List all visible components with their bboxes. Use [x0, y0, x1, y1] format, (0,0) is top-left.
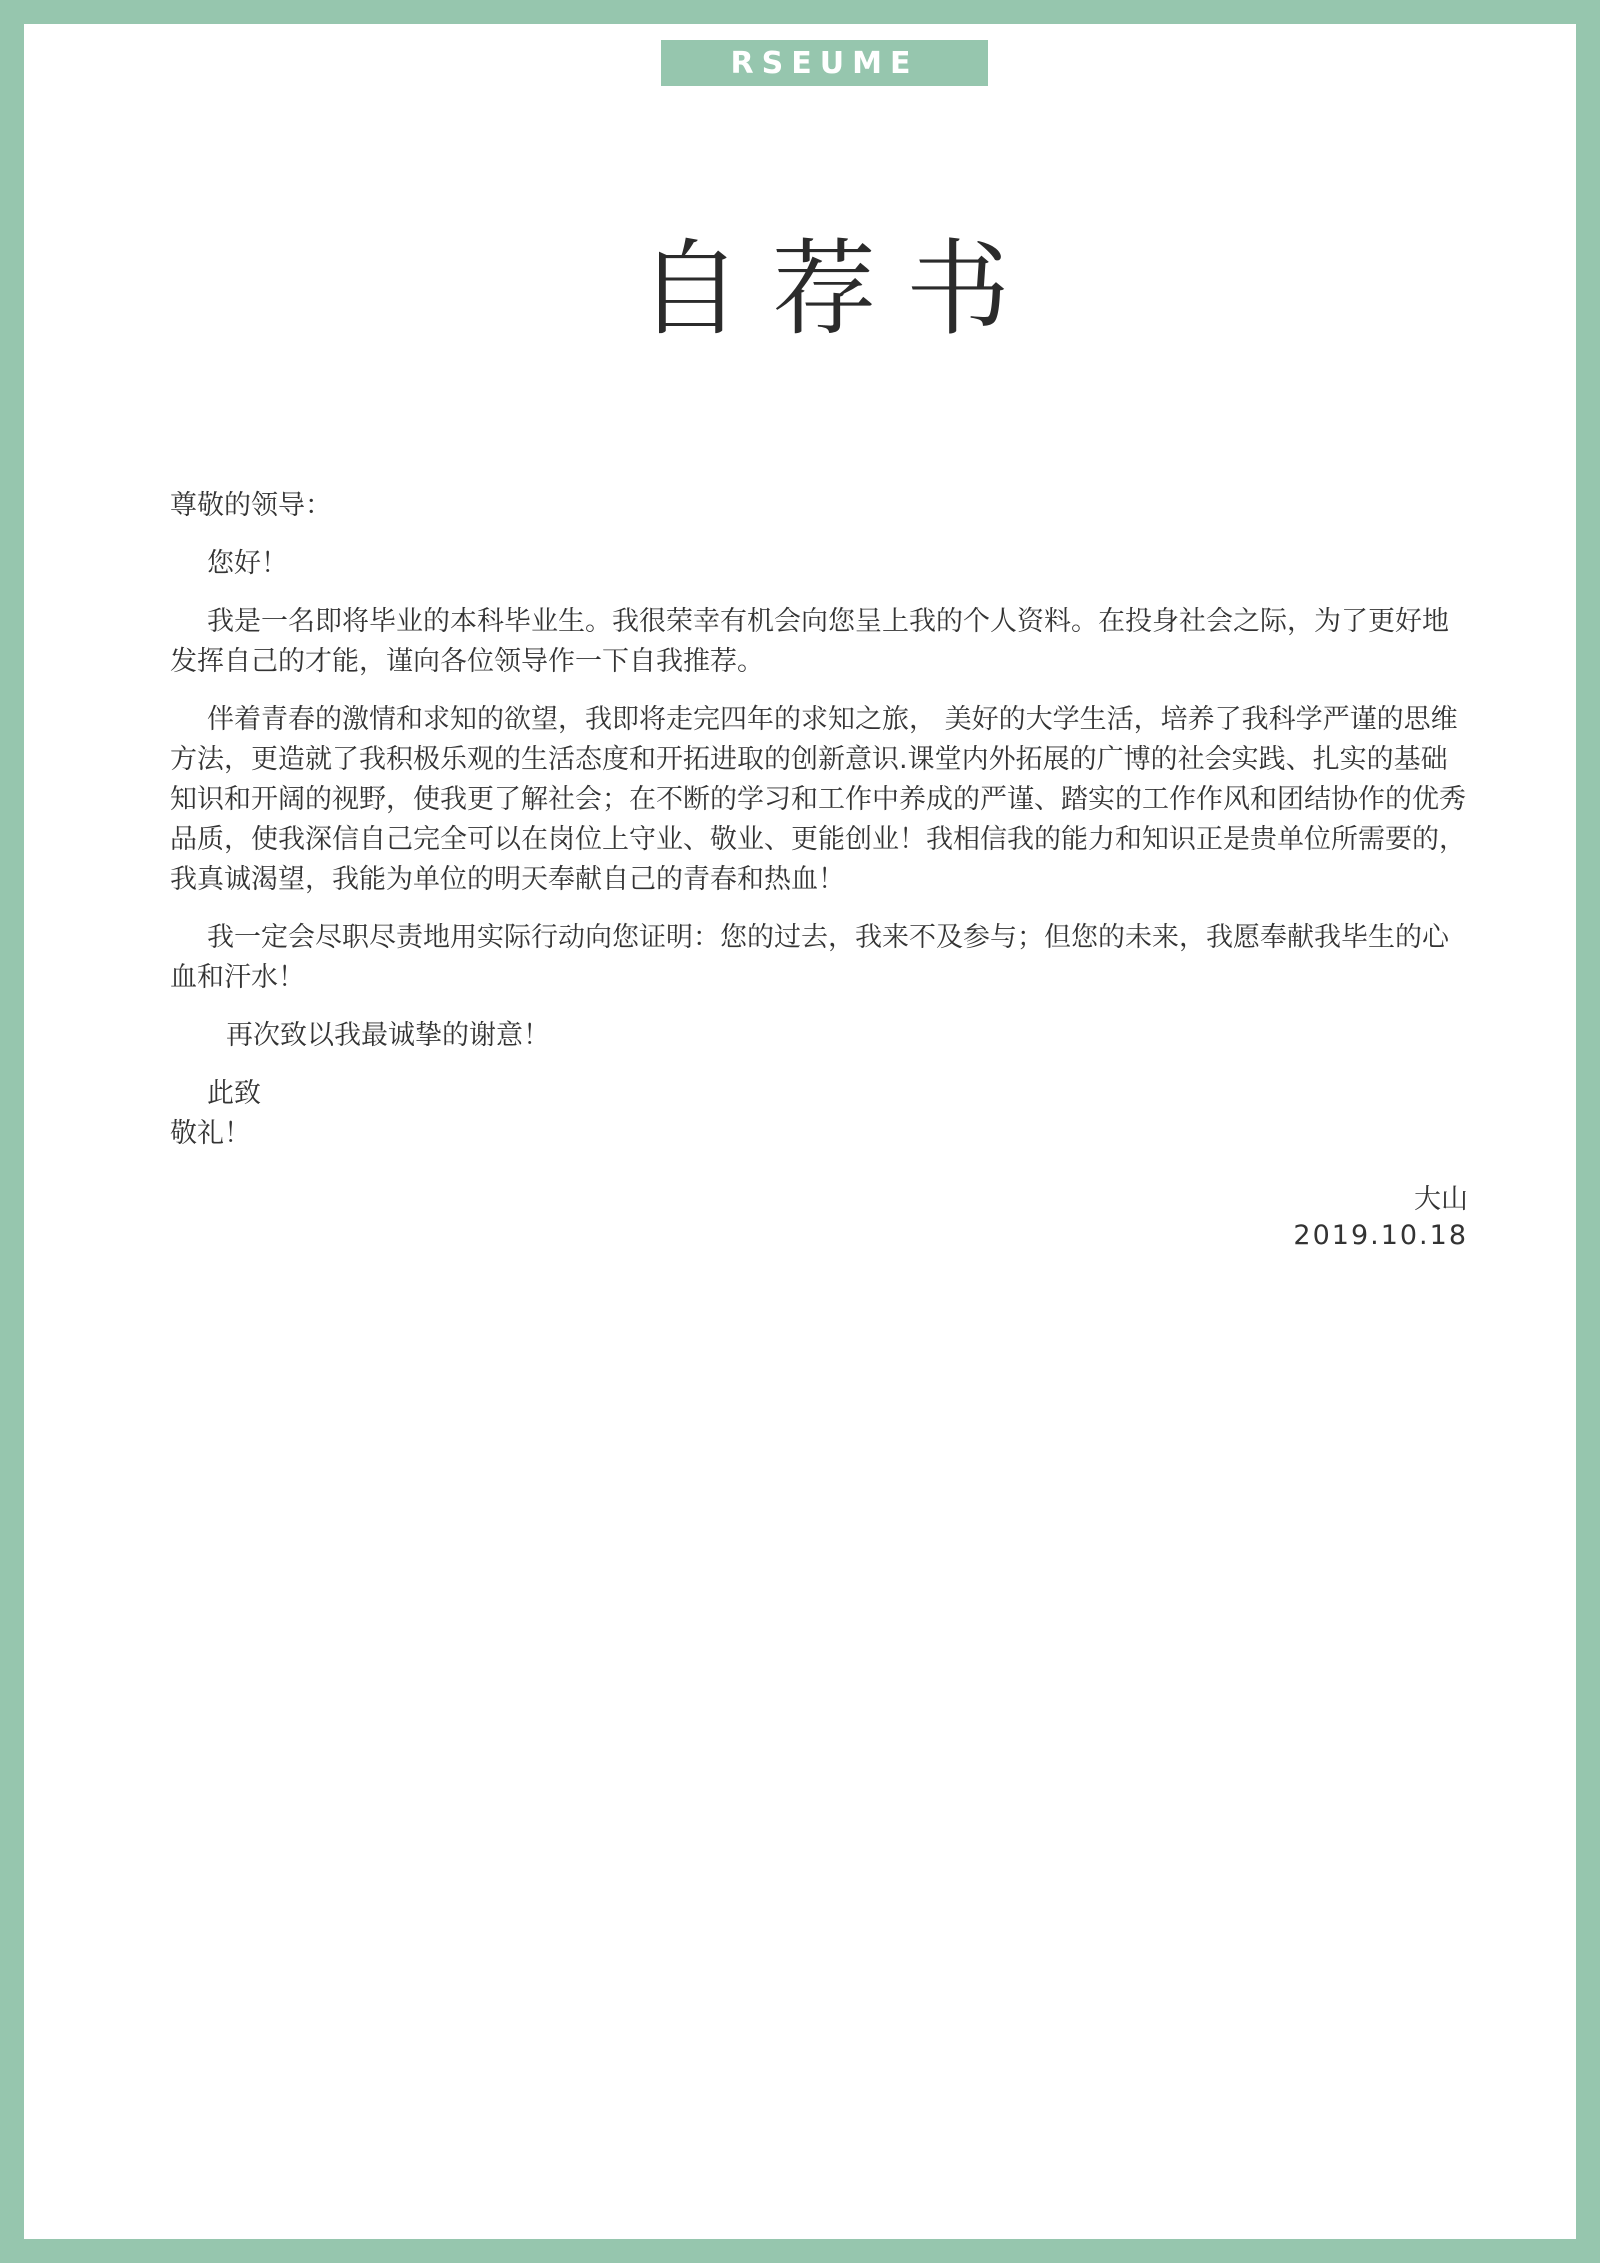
letter-body: [170, 486, 1468, 1254]
paragraph-experience: 伴着青春的激情和求知的欲望，我即将走完四年的求知之旅， 美好的大学生活，培养了我科学严谨的思维方法，更造就了我积极乐观的生活态度和开拓进取的创新意识.课堂内外拓展的广博的社会实践、扎实的基础知识和开阔的视野，使我更了解社会；在不断的学习和工作中养成的严谨、踏实的工作作风和团结协作的优秀品质，使我深信自己完全可以在岗位上守业、敬业、更能创业！我相信我的能力和知识正是贵单位所需要的，我真诚渴望，我能为单位的明天奉献自己的青春和热血！: [170, 704, 1466, 895]
signature-date: 2019.10.18: [1293, 1220, 1468, 1251]
signature-block: [170, 1182, 1468, 1254]
closing-line-1: 此致: [207, 1078, 261, 1109]
greeting: 您好！: [207, 548, 288, 579]
resume-tag: RSEUME: [661, 40, 988, 86]
page-title: 自荐书: [637, 228, 1040, 350]
salutation: 尊敬的领导：: [170, 490, 332, 521]
closing-line-2: 敬礼！: [170, 1118, 251, 1149]
thanks-line: 再次致以我最诚挚的谢意！: [226, 1020, 550, 1051]
paragraph-commitment: 我一定会尽职尽责地用实际行动向您证明：您的过去，我来不及参与；但您的未来，我愿奉献我毕生的心血和汗水！: [170, 922, 1449, 993]
signature-name: 大山: [1414, 1184, 1468, 1215]
paragraph-intro: 我是一名即将毕业的本科毕业生。我很荣幸有机会向您呈上我的个人资料。在投身社会之际，为了更好地发挥自己的才能，谨向各位领导作一下自我推荐。: [170, 606, 1449, 677]
